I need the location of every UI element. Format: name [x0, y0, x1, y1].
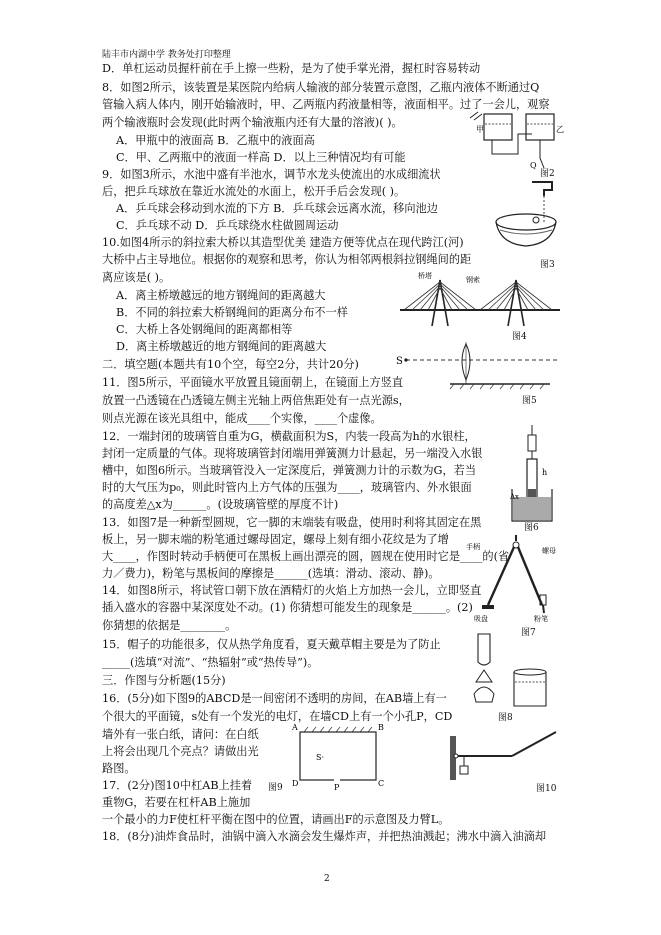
text-line: 15．帽子的功能很多，仅从热学角度看，夏天戴草帽主要是为了防止: [102, 638, 441, 651]
label-cable: 钢索: [466, 276, 480, 284]
text-line: _____(选填“对流”、“热辐射”或“热传导”)。: [102, 656, 319, 669]
text-line: 16．(5分)如下图9的ABCD是一间密闭不透明的房间，在AB墙上有一: [102, 692, 447, 705]
text-line: D．单杠运动员握杆前在手上擦一些粉，是为了使手掌光滑，握杠时容易转动: [102, 62, 481, 75]
label-nut: 螺母: [542, 547, 556, 555]
text-line: C．乒乓球不动 D．乒乓球绕水柱做圆周运动: [116, 219, 339, 232]
figure-8-apparatus: [470, 632, 550, 710]
label-d: D: [292, 779, 299, 788]
figure-4-bridge: [400, 270, 560, 330]
text-line: 8．如图2所示，该装置是某医院内给病人输液的部分装置示意图，乙瓶内液体不断通过Q: [102, 81, 540, 94]
text-line: C．大桥上各处钢绳间的距离都相等: [116, 323, 293, 336]
label-chalk: 粉笔: [534, 615, 548, 623]
text-line: 18．(8分)油炸食品时，油锅中滴入水滴会发生爆炸声，并把热油溅起；沸水中滴入油滴却: [102, 830, 547, 843]
text-line: 板上，另一脚末端的粉笔通过螺母固定，螺母上刻有细小花纹是为了增: [102, 533, 449, 546]
label-h: h: [542, 468, 548, 477]
figure-7-compass: [466, 535, 566, 623]
page-header: 陆丰市内湖中学 教务处打印整理: [102, 50, 231, 60]
label-c: C: [378, 779, 385, 788]
text-line: 插入盛水的容器中某深度处不动。(1) 你猜想可能发生的现象是______。(2): [102, 601, 473, 614]
label-b: B: [378, 723, 384, 732]
label-tower: 桥塔: [418, 272, 432, 280]
text-line: 重物G，若要在杠杆AB上施加: [102, 796, 251, 809]
text-line: 大____，作图时转动手柄便可在黑板上画出漂亮的圆，圆规在使用时它是____的(省: [102, 550, 510, 563]
text-line: 放置一凸透镜在凸透镜左侧主光轴上两倍焦距处有一点光源s，: [102, 394, 410, 407]
text-line: B．不同的斜拉索大桥钢绳间的距离分布不一样: [116, 306, 348, 319]
text-line: 17．(2分)图10中杠AB上挂着: [102, 779, 253, 792]
figure-2-caption: 图2: [540, 169, 555, 179]
text-line: 14．如图8所示，将试管口朝下放在酒精灯的火焰上方加热一会儿，立即竖直: [102, 584, 482, 597]
text-line: 离应该是( )。: [102, 271, 171, 284]
label-a: A: [292, 723, 298, 732]
text-line: A．离主桥墩越远的地方钢绳间的距离越大: [116, 289, 326, 302]
figure-7-caption: 图7: [521, 628, 536, 638]
figure-9-caption: 图9: [268, 783, 283, 793]
label-p: P: [334, 783, 340, 792]
label-handle: 手柄: [466, 543, 480, 551]
label-suction: 吸盘: [474, 615, 488, 623]
text-line: 上将会出现几个亮点？请做出光: [102, 745, 259, 758]
label-yi: 乙: [556, 125, 564, 134]
figure-9-room: [290, 720, 388, 792]
text-line: 12．一端封闭的玻璃管自重为G，横截面积为S，内装一段高为h的水银柱，: [102, 430, 476, 443]
label-jia: 甲: [476, 125, 484, 134]
text-line: 个很大的平面镜，s处有一个发光的电灯，在墙CD上有一个小孔P，CD: [102, 710, 453, 723]
text-line: 管输入病人体内，刚开始输液时，甲、乙两瓶内药液量相等，液面相平。过了一会儿，观察: [102, 98, 550, 111]
section-heading: 三．作图与分析题(15分): [102, 674, 226, 687]
figure-10-lever: [446, 726, 560, 786]
text-line: C．甲、乙两瓶中的液面一样高 D．以上三种情况均有可能: [116, 151, 406, 164]
text-line: 13．如图7是一种新型圆规，它一脚的末端装有吸盘，使用时利将其固定在黑: [102, 516, 482, 529]
text-line: 则点光源在该光具组中，能成____个实像，____个虚像。: [102, 412, 382, 425]
figure-6-tube: [510, 425, 556, 525]
text-line: A．乒乓球会移动到水流的下方 B．乒乓球会远离水流，移向池边: [116, 202, 438, 215]
text-line: 的高度差△x为______。(设玻璃管壁的厚度不计): [102, 498, 339, 511]
label-light-s: S·: [316, 753, 325, 762]
figure-8-caption: 图8: [498, 713, 513, 723]
figure-5-lens-mirror: [390, 340, 558, 398]
text-line: 9．如图3所示，水池中盛有半池水，调节水龙头使流出的水成细流状: [102, 168, 441, 181]
text-line: 墙外有一张白纸，请问：在白纸: [102, 728, 259, 741]
label-dx: Δx: [510, 493, 520, 501]
text-line: 两个输液瓶时会发现(此时两个输液瓶内还有大量的溶液)( )。: [102, 116, 403, 129]
text-line: D．离主桥墩越近的地方钢绳间的距离越大: [116, 340, 327, 353]
figure-6-caption: 图6: [524, 523, 539, 533]
figure-3-basin: [492, 178, 560, 254]
label-q: Q: [530, 161, 537, 170]
text-line: 一个最小的力F使杠杆平衡在图中的位置，请画出F的示意图及力臂L。: [102, 813, 450, 826]
text-line: 10.如图4所示的斜拉索大桥以其造型优美 建造方便等优点在现代跨江(河): [102, 236, 464, 249]
text-line: 封闭一定质量的气体。现将玻璃管封闭端用弹簧测力计悬起，另一端没入水银: [102, 447, 483, 460]
text-line: 后，把乒乓球放在靠近水流处的水面上，松开手后会发现( )。: [102, 185, 406, 198]
figure-5-caption: 图5: [522, 396, 537, 406]
section-heading: 二．填空题(本题共有10个空，每空2分，共计20分): [102, 358, 359, 371]
text-line: 路图。: [102, 762, 136, 775]
text-line: 力／费力)，粉笔与黑板间的摩擦是______(选填：滑动、滚动、静)。: [102, 567, 440, 580]
figure-4-caption: 图4: [512, 332, 527, 342]
figure-3-caption: 图3: [540, 260, 555, 270]
text-line: 11．图5所示，平面镜水平放置且镜面朝上，在镜面上方竖直: [102, 376, 404, 389]
text-line: 大桥中占主导地位。根据你的观察和思考，你认为相邻两根斜拉钢绳间的距: [102, 253, 472, 266]
figure-10-caption: 图10: [536, 784, 557, 794]
text-line: 你猜想的依据是________。: [102, 619, 237, 632]
text-line: 槽中，如图6所示。当玻璃管没入一定深度后，弹簧测力计的示数为G，若当: [102, 464, 477, 477]
text-line: A．甲瓶中的液面高 B．乙瓶中的液面高: [116, 134, 315, 147]
page-number: 2: [324, 874, 330, 884]
text-line: 时的大气压为p₀，则此时管内上方气体的压强为____，玻璃管内、外水银面: [102, 481, 472, 494]
label-s: S: [396, 356, 403, 367]
